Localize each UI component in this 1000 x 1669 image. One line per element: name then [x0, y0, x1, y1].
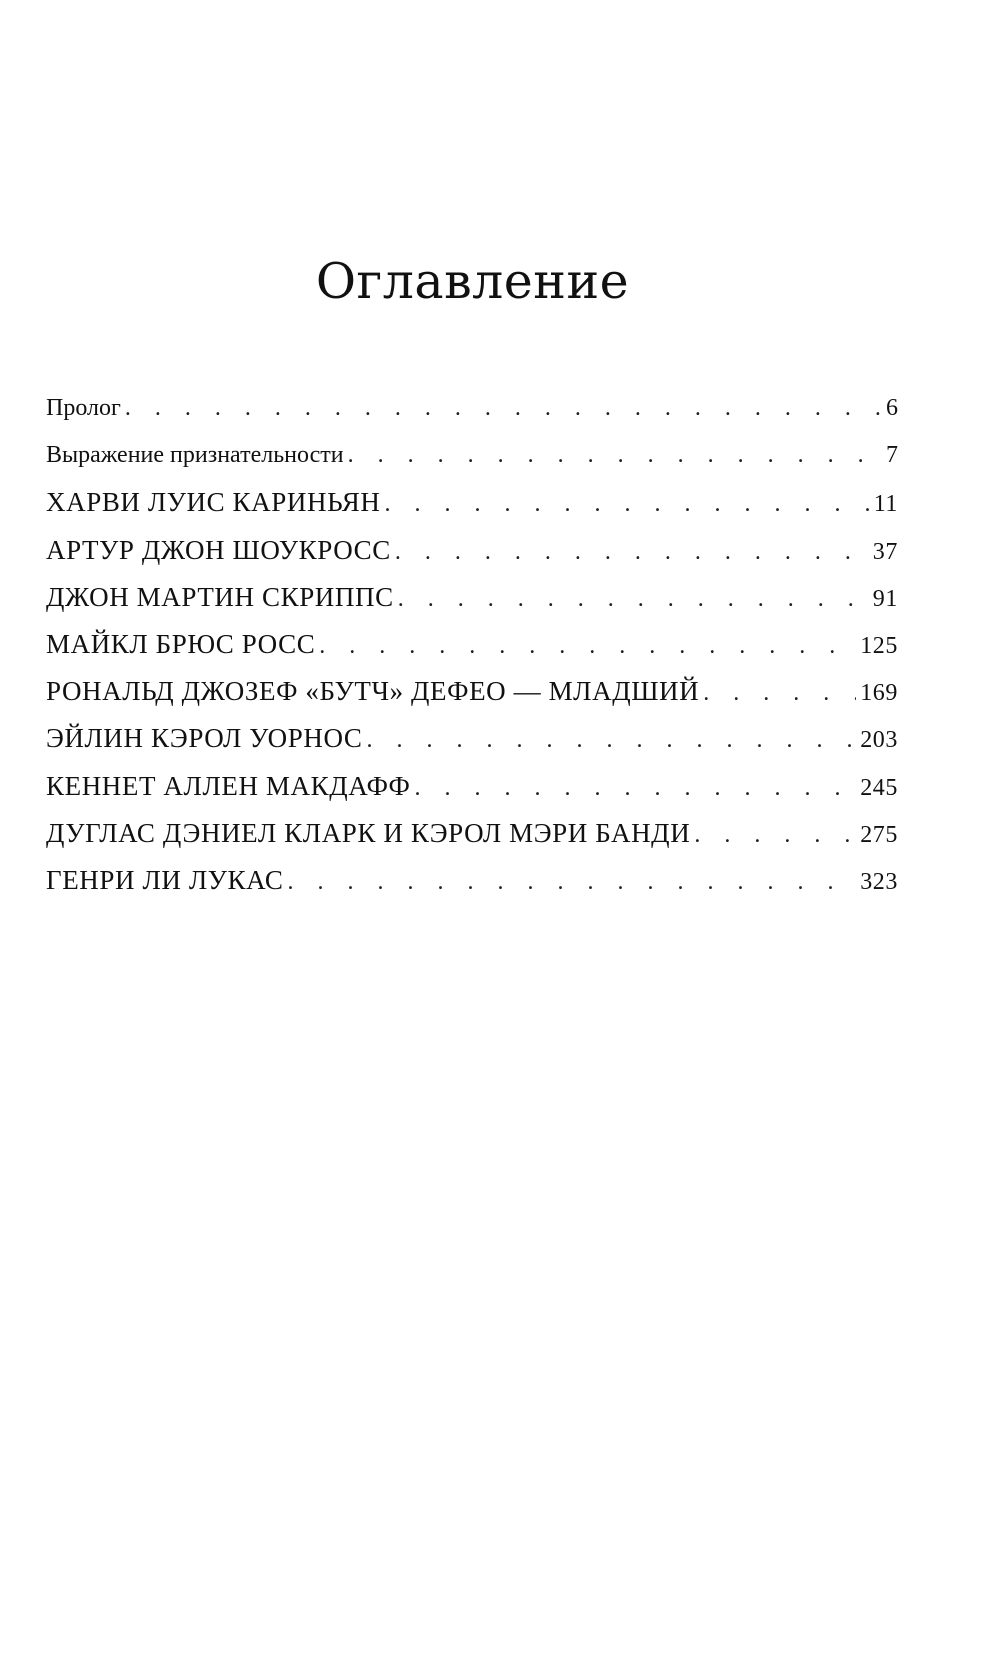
toc-entry-chapter	[46, 627, 898, 674]
dot-leader	[287, 865, 856, 899]
toc-entry-chapter	[46, 485, 898, 532]
toc-entry-acknowledgements	[46, 438, 898, 485]
dot-leader	[384, 487, 869, 521]
toc-entry-page: 203	[860, 727, 898, 754]
toc-entry-title: КЕННЕТ АЛЛЕН МАКДАФФ	[46, 770, 411, 801]
toc-entry-page: 7	[886, 442, 898, 469]
dot-leader	[367, 723, 857, 757]
toc-entry-title: ГЕНРИ ЛИ ЛУКАС	[46, 864, 284, 895]
toc-entry-page: 275	[860, 821, 898, 848]
toc-entry-chapter	[46, 533, 898, 580]
toc-entry-title: ДЖОН МАРТИН СКРИППС	[46, 581, 394, 612]
toc-entry-page: 323	[860, 868, 898, 895]
toc-entry-chapter	[46, 674, 898, 721]
dot-leader	[319, 629, 856, 663]
toc-entry-chapter	[46, 580, 898, 627]
toc-entry-chapter	[46, 816, 898, 863]
dot-leader	[398, 582, 869, 616]
table-of-contents	[46, 391, 898, 910]
toc-entry-title: МАЙКЛ БРЮС РОСС	[46, 628, 316, 659]
toc-entry-title: АРТУР ДЖОН ШОУКРОСС	[46, 534, 391, 565]
toc-entry-title: ХАРВИ ЛУИС КАРИНЬЯН	[46, 487, 381, 518]
dot-leader	[125, 391, 882, 425]
dot-leader	[415, 771, 857, 805]
toc-entry-prologue	[46, 391, 898, 438]
toc-entry-chapter	[46, 769, 898, 816]
toc-entry-page: 37	[872, 538, 898, 565]
dot-leader	[395, 535, 869, 569]
dot-leader	[348, 438, 882, 472]
toc-entry-page: 6	[886, 395, 898, 421]
toc-entry-chapter	[46, 721, 898, 768]
toc-entry-title: ДУГЛАС ДЭНИЕЛ КЛАРК И КЭРОЛ МЭРИ БАНДИ	[46, 817, 691, 848]
toc-entry-chapter	[46, 863, 898, 910]
toc-entry-page: 169	[860, 680, 898, 707]
toc-entry-page: 11	[873, 491, 898, 518]
page-title: Оглавление	[315, 253, 630, 310]
toc-entry-page: 91	[872, 585, 898, 612]
toc-entry-title: Пролог	[46, 395, 121, 421]
dot-leader	[694, 818, 856, 852]
toc-entry-title: Выражение признательности	[46, 442, 344, 469]
toc-entry-title: РОНАЛЬД ДЖОЗЕФ «БУТЧ» ДЕФЕО — МЛАДШИЙ	[46, 676, 700, 707]
dot-leader	[703, 676, 856, 710]
toc-entry-title: ЭЙЛИН КЭРОЛ УОРНОС	[46, 723, 363, 754]
toc-entry-page: 125	[860, 632, 898, 659]
toc-entry-page: 245	[860, 774, 898, 801]
